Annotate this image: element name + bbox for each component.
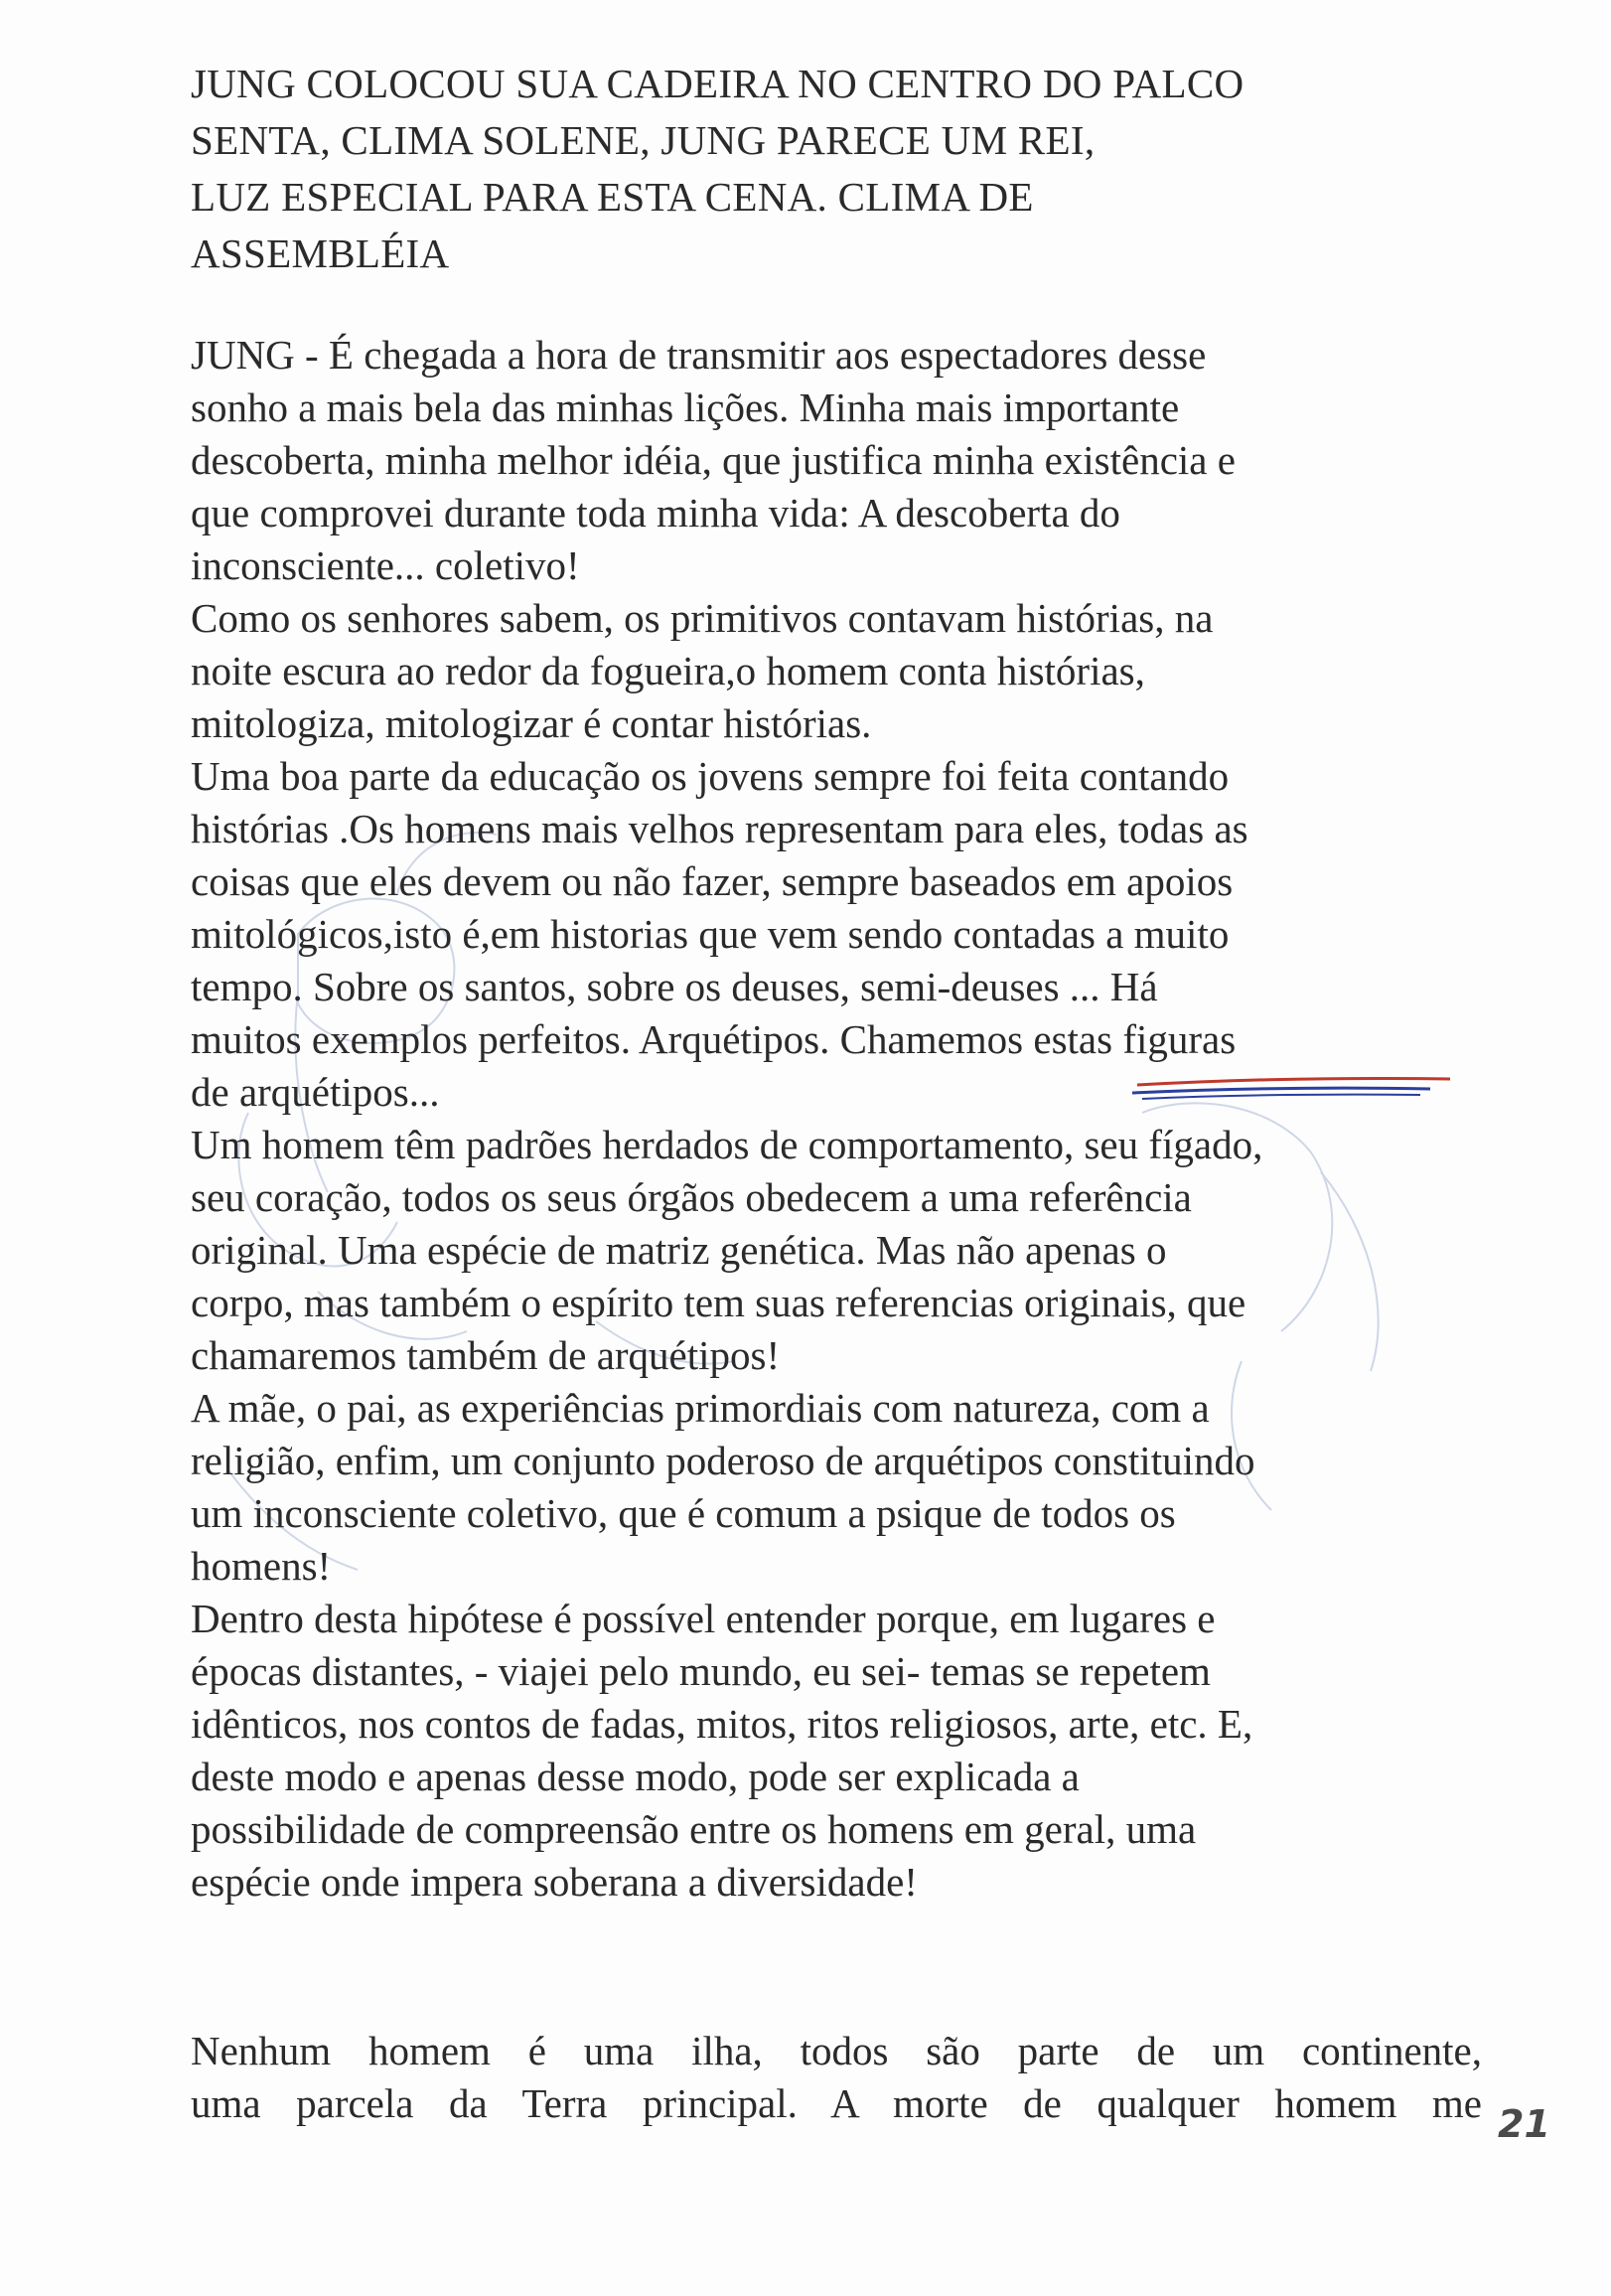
stage-direction-line: ASSEMBLÉIA	[191, 230, 450, 276]
closing-line: uma parcela da Terra principal. A morte de qualquer homem me	[191, 2080, 1482, 2126]
speech-line: A mãe, o pai, as experiências primordiais com natureza, com a	[191, 1385, 1210, 1431]
speech-line: um inconsciente coletivo, que é comum a psique de todos os	[191, 1490, 1176, 1536]
page-number: 21	[1498, 2102, 1550, 2146]
speech-line: espécie onde impera soberana a diversidade!	[191, 1859, 918, 1905]
speech-line: corpo, mas também o espírito tem suas referencias originais, que	[191, 1280, 1246, 1325]
speech-line: chamaremos também de arquétipos!	[191, 1332, 781, 1378]
speech-line: homens!	[191, 1543, 332, 1589]
stage-direction	[191, 56, 1482, 282]
stage-direction-line: LUZ ESPECIAL PARA ESTA CENA. CLIMA DE	[191, 174, 1034, 220]
closing-paragraph	[191, 2025, 1482, 2130]
speech-line: tempo. Sobre os santos, sobre os deuses, semi-deuses ... Há	[191, 964, 1158, 1009]
speech-line: histórias .Os homens mais velhos representam para eles, todas as	[191, 806, 1248, 851]
speech-line: coisas que eles devem ou não fazer, sempre baseados em apoios	[191, 858, 1234, 904]
speech-line: religião, enfim, um conjunto poderoso de arquétipos constituindo	[191, 1438, 1255, 1483]
speech-line: possibilidade de compreensão entre os homens em geral, uma	[191, 1806, 1197, 1852]
speech-line: de arquétipos...	[191, 1069, 440, 1115]
speech-line: Como os senhores sabem, os primitivos contavam histórias, na	[191, 595, 1214, 641]
closing-line: Nenhum homem é uma ilha, todos são parte de um continente,	[191, 2028, 1482, 2073]
speech-line: épocas distantes, - viajei pelo mundo, eu sei- temas se repetem	[191, 1648, 1211, 1694]
stage-direction-line: SENTA, CLIMA SOLENE, JUNG PARECE UM REI,	[191, 117, 1096, 163]
speech-line: Um homem têm padrões herdados de comportamento, seu fígado,	[191, 1122, 1263, 1167]
speech-line: JUNG - É chegada a hora de transmitir aos espectadores desse	[191, 332, 1207, 378]
speech-line: Dentro desta hipótese é possível entender porque, em lugares e	[191, 1596, 1216, 1641]
speech-line: inconsciente... coletivo!	[191, 542, 580, 588]
jung-speech	[191, 329, 1482, 1909]
speech-line: deste modo e apenas desse modo, pode ser explicada a	[191, 1754, 1080, 1799]
stage-direction-line: JUNG COLOCOU SUA CADEIRA NO CENTRO DO PALCO	[191, 61, 1245, 106]
speech-line: muitos exemplos perfeitos. Arquétipos. Chamemos estas figuras	[191, 1016, 1237, 1062]
speech-line: que comprovei durante toda minha vida: A descoberta do	[191, 490, 1120, 536]
speech-line: noite escura ao redor da fogueira,o homem conta histórias,	[191, 648, 1145, 693]
speech-line: sonho a mais bela das minhas lições. Minha mais importante	[191, 384, 1180, 430]
speech-line: mitologiza, mitologizar é contar histórias.	[191, 700, 872, 746]
speech-line: mitológicos,isto é,em historias que vem sendo contadas a muito	[191, 911, 1230, 957]
speech-line: descoberta, minha melhor idéia, que justifica minha existência e	[191, 437, 1236, 483]
speech-line: idênticos, nos contos de fadas, mitos, ritos religiosos, arte, etc. E,	[191, 1701, 1253, 1747]
speech-line: original. Uma espécie de matriz genética. Mas não apenas o	[191, 1227, 1167, 1273]
speech-line: Uma boa parte da educação os jovens sempre foi feita contando	[191, 753, 1230, 799]
speech-line: seu coração, todos os seus órgãos obedecem a uma referência	[191, 1174, 1192, 1220]
